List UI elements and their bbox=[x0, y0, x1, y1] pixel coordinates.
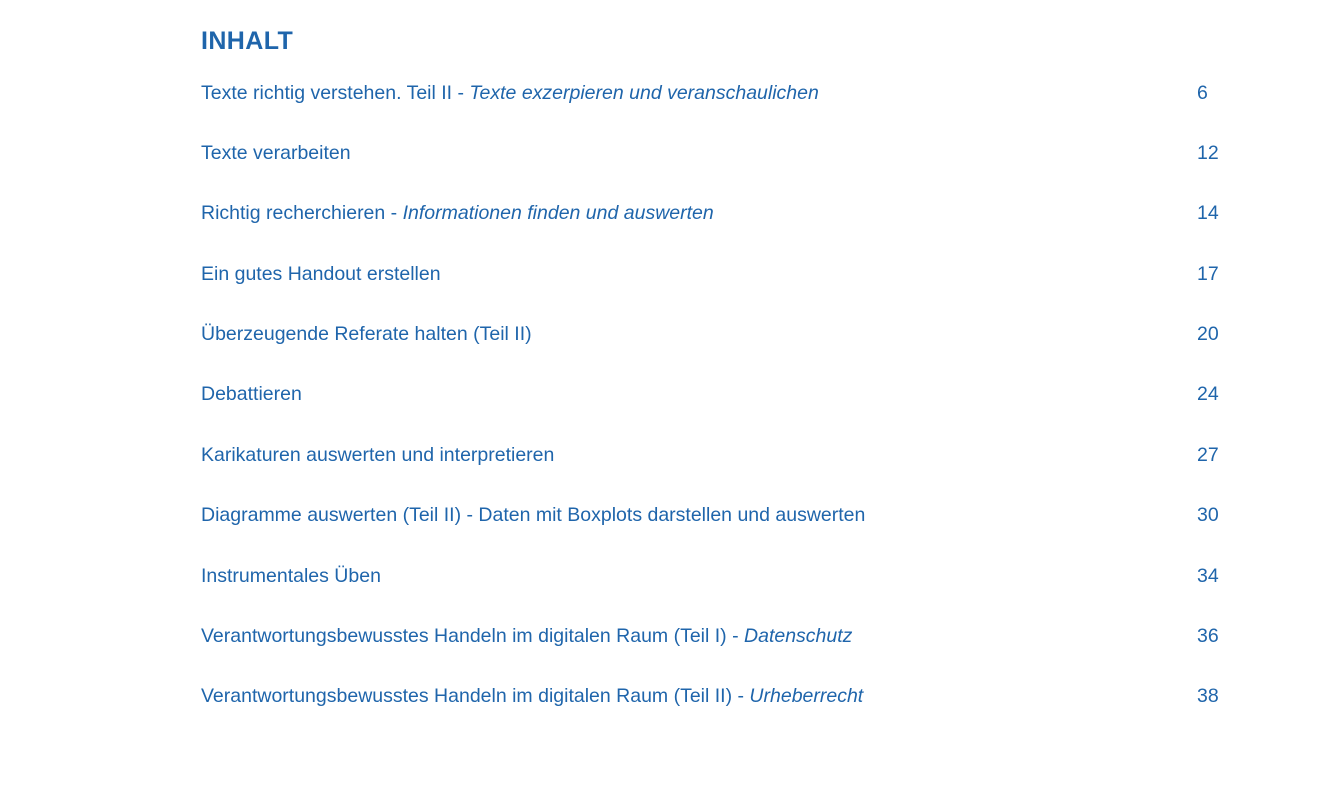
toc-entry-title bbox=[201, 323, 532, 346]
toc-entry-title bbox=[201, 504, 865, 527]
toc-entry-title bbox=[201, 142, 351, 165]
toc-entry-page: 12 bbox=[1197, 141, 1219, 164]
list-item[interactable] bbox=[201, 263, 1231, 286]
toc-entry-page: 20 bbox=[1197, 323, 1219, 346]
list-item[interactable] bbox=[201, 565, 1231, 588]
list-item[interactable] bbox=[201, 444, 1231, 467]
list-item[interactable] bbox=[201, 685, 1231, 708]
toc-entry-title bbox=[201, 625, 852, 648]
toc-entry-page: 34 bbox=[1197, 564, 1219, 587]
toc-entry-page: 30 bbox=[1197, 504, 1219, 527]
toc-entry-main: Texte richtig verstehen. Teil II - bbox=[201, 81, 470, 104]
list-item[interactable] bbox=[201, 504, 1231, 527]
list-item[interactable] bbox=[201, 323, 1231, 346]
toc-entry-title bbox=[201, 444, 554, 467]
toc-entry-main: Überzeugende Referate halten (Teil II) bbox=[201, 323, 532, 346]
toc-entry-main: Diagramme auswerten (Teil II) - Daten mit Boxplots darstellen und auswerten bbox=[201, 504, 866, 527]
toc-entry-title bbox=[201, 202, 714, 225]
toc-entry-main: Ein gutes Handout erstellen bbox=[201, 262, 441, 285]
toc-entry-page: 38 bbox=[1197, 685, 1219, 708]
toc-entry-page: 27 bbox=[1197, 443, 1219, 466]
list-item[interactable] bbox=[201, 383, 1231, 406]
page-title: INHALT bbox=[201, 27, 294, 55]
list-item[interactable] bbox=[201, 142, 1231, 165]
toc-entry-title bbox=[201, 383, 302, 406]
toc-entry-main: Karikaturen auswerten und interpretieren bbox=[201, 443, 555, 466]
toc-entry-main: Instrumentales Üben bbox=[201, 564, 381, 587]
list-item[interactable] bbox=[201, 82, 1231, 105]
toc-entry-subtitle: Urheberrecht bbox=[749, 685, 864, 708]
list-item[interactable] bbox=[201, 202, 1231, 225]
list-item[interactable] bbox=[201, 625, 1231, 648]
toc-entry-title bbox=[201, 685, 863, 708]
table-of-contents bbox=[201, 28, 1231, 709]
toc-entry-subtitle: Informationen finden und auswerten bbox=[402, 202, 714, 225]
toc-entry-main: Texte verarbeiten bbox=[201, 141, 351, 164]
toc-entry-page: 14 bbox=[1197, 202, 1219, 225]
toc-entry-page: 6 bbox=[1197, 81, 1208, 104]
toc-entry-title bbox=[201, 263, 441, 286]
toc-entry-subtitle: Texte exzerpieren und veranschaulichen bbox=[469, 81, 819, 104]
toc-entry-title bbox=[201, 565, 381, 588]
toc-entry-page: 36 bbox=[1197, 625, 1219, 648]
toc-entry-main: Verantwortungsbewusstes Handeln im digitalen Raum (Teil I) - bbox=[201, 625, 745, 648]
toc-entry-main: Debattieren bbox=[201, 383, 302, 406]
toc-entry-main: Richtig recherchieren - bbox=[201, 202, 403, 225]
toc-entry-main: Verantwortungsbewusstes Handeln im digitalen Raum (Teil II) - bbox=[201, 685, 750, 708]
toc-list bbox=[201, 82, 1231, 709]
toc-entry-page: 24 bbox=[1197, 383, 1219, 406]
toc-entry-title bbox=[201, 82, 819, 105]
toc-entry-page: 17 bbox=[1197, 262, 1219, 285]
toc-entry-subtitle: Datenschutz bbox=[744, 625, 853, 648]
